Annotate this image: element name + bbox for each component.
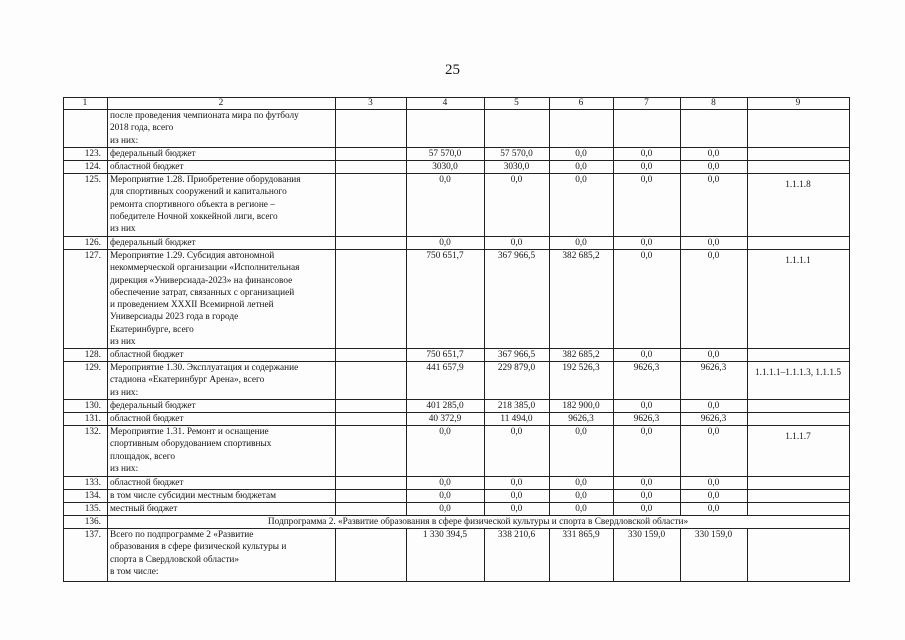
cell-col-7: 330 159,0: [627, 530, 666, 540]
row-name-line: Мероприятие 1.29. Субсидия автономной: [110, 251, 275, 261]
column-border: [335, 412, 336, 426]
cell-col-6: 0,0: [575, 238, 587, 248]
cell-col-5: 0,0: [510, 504, 523, 514]
cell-col-7: 0,0: [640, 478, 653, 488]
cell-col-6: 9626,3: [568, 414, 594, 424]
row-name: [110, 413, 334, 425]
column-border: [107, 489, 108, 503]
cell-col-6: 0,0: [575, 149, 587, 159]
cell-col-5: 0,0: [510, 491, 523, 501]
cell-col-4: 3030,0: [432, 162, 458, 172]
cell-col-8: 0,0: [707, 238, 720, 248]
column-border: [849, 489, 850, 503]
cell-col-5: 0,0: [510, 478, 523, 488]
column-border: [849, 160, 850, 174]
row-name-line: областной бюджет: [110, 478, 184, 488]
column-border: [849, 399, 850, 413]
row-name-line: стадиона «Екатеринбург Арена», всего: [110, 375, 265, 386]
column-border: [849, 476, 850, 490]
cell-col-6: 382 685,2: [562, 350, 600, 360]
column-border: [335, 236, 336, 250]
cell-col-8: 0,0: [707, 478, 720, 488]
header-col-5: 5: [514, 98, 519, 108]
column-border: [335, 425, 336, 477]
column-border: [549, 109, 550, 148]
cell-col-6: 331 865,9: [562, 530, 600, 540]
column-border: [747, 109, 748, 148]
column-border: [335, 249, 336, 349]
row-number: 136.: [84, 517, 101, 527]
column-border: [747, 147, 748, 161]
cell-col-4: 0,0: [439, 175, 451, 185]
cell-col-5: 0,0: [510, 175, 523, 185]
cell-col-6: 0,0: [575, 175, 587, 185]
column-border: [335, 109, 336, 148]
cell-col-5: 218 385,0: [497, 401, 536, 411]
row-name: [110, 349, 334, 361]
cell-col-7: 0,0: [640, 427, 653, 437]
cell-col-6: 192 526,3: [562, 363, 600, 373]
row-number: 124.: [84, 162, 101, 172]
row-name-line: 2018 года, всего: [110, 123, 174, 134]
cell-col-8: 0,0: [707, 491, 720, 501]
cell-col-6: 382 685,2: [562, 251, 600, 261]
column-border: [849, 528, 850, 582]
cell-col-4: 0,0: [439, 504, 451, 514]
cell-col-4: 57 570,0: [428, 149, 462, 159]
header-col-4: 4: [442, 98, 448, 108]
row-number: 135.: [84, 504, 101, 514]
column-border: [107, 160, 108, 174]
row-number: 127.: [84, 251, 101, 261]
cell-col-7: 0,0: [640, 175, 653, 185]
column-border: [107, 502, 108, 516]
column-border: [63, 109, 64, 148]
cell-col-5: 3030,0: [503, 162, 530, 172]
cell-col-7: 0,0: [640, 238, 653, 248]
column-border: [849, 249, 850, 349]
column-border: [849, 515, 850, 529]
column-border: [107, 528, 108, 582]
header-col-3: 3: [368, 98, 373, 108]
column-border: [747, 528, 748, 582]
row-name-line: Универсиады 2023 года в городе: [110, 312, 239, 323]
cell-col-9: 1.1.1.1–1.1.1.3, 1.1.1.5: [755, 368, 841, 378]
cell-col-8: 9626,3: [700, 363, 727, 373]
cell-col-5: 11 494,0: [500, 414, 533, 424]
column-border: [849, 348, 850, 362]
row-number: 131.: [84, 414, 101, 424]
row-name-line: Мероприятие 1.30. Эксплуатация и содержание: [110, 363, 299, 373]
cell-col-8: 0,0: [707, 350, 720, 360]
row-name: [110, 400, 334, 412]
cell-col-6: 0,0: [575, 162, 587, 172]
cell-col-8: 0,0: [707, 149, 720, 159]
column-border: [849, 412, 850, 426]
cell-col-6: 0,0: [575, 478, 587, 488]
column-border: [335, 173, 336, 237]
column-border: [406, 109, 407, 148]
row-number: 137.: [84, 530, 101, 540]
column-border: [335, 160, 336, 174]
row-name-line: спортивным оборудованием спортивных: [110, 439, 272, 450]
cell-col-7: 0,0: [640, 401, 653, 411]
column-border: [335, 361, 336, 400]
column-border: [849, 502, 850, 516]
column-border: [747, 502, 748, 516]
column-border: [107, 476, 108, 490]
cell-col-4: 401 285,0: [426, 401, 464, 411]
cell-col-7: 0,0: [640, 251, 653, 261]
row-border: [63, 581, 849, 582]
cell-col-5: 229 879,0: [497, 363, 536, 373]
row-name-line: федеральный бюджет: [110, 238, 196, 248]
row-name-line: Мероприятие 1.28. Приобретение оборудования: [110, 175, 301, 185]
column-border: [747, 236, 748, 250]
column-border: [107, 425, 108, 477]
cell-col-5: 367 966,5: [497, 350, 536, 360]
row-number: 123.: [84, 149, 101, 159]
row-name-line: областной бюджет: [110, 414, 184, 424]
cell-col-5: 0,0: [510, 427, 523, 437]
column-border: [747, 399, 748, 413]
row-name-line: из них: [110, 224, 136, 235]
row-number: 130.: [84, 401, 101, 411]
column-border: [747, 489, 748, 503]
row-number: 129.: [84, 363, 101, 373]
row-name: [110, 110, 334, 147]
column-border: [335, 147, 336, 161]
cell-col-4: 0,0: [439, 491, 451, 501]
row-name: [110, 362, 334, 399]
row-name: [110, 237, 334, 249]
row-name: [110, 250, 334, 348]
row-name: [110, 529, 334, 578]
cell-col-4: 0,0: [439, 478, 451, 488]
row-name-line: после проведения чемпионата мира по футболу: [110, 111, 299, 121]
column-border: [680, 109, 681, 148]
row-name: [110, 477, 334, 489]
cell-col-9: 1.1.1.7: [785, 432, 811, 442]
row-name-line: Мероприятие 1.31. Ремонт и оснащение: [110, 427, 269, 437]
row-name-line: из них:: [110, 463, 139, 474]
row-name-line: обеспечение затрат, связанных с организацией: [110, 287, 295, 298]
cell-col-5: 367 966,5: [497, 251, 536, 261]
cell-col-6: 0,0: [575, 491, 587, 501]
column-border: [747, 412, 748, 426]
column-border: [549, 249, 550, 349]
row-name-line: Всего по подпрограмме 2 «Развитие: [110, 530, 254, 540]
row-name-line: в том числе:: [110, 566, 159, 577]
cell-col-8: 0,0: [707, 251, 720, 261]
cell-col-8: 0,0: [707, 175, 720, 185]
cell-col-4: 750 651,7: [426, 350, 464, 360]
column-border: [484, 109, 485, 148]
cell-col-4: 1 330 394,5: [422, 530, 468, 540]
column-border: [107, 249, 108, 349]
cell-col-7: 0,0: [640, 491, 653, 501]
row-name-line: из них:: [110, 135, 139, 146]
column-border: [335, 399, 336, 413]
row-name: [110, 490, 334, 502]
row-name: [110, 148, 334, 160]
cell-col-6: 182 900,0: [562, 401, 600, 411]
cell-col-7: 9626,3: [633, 414, 660, 424]
column-border: [747, 476, 748, 490]
cell-col-7: 0,0: [640, 149, 653, 159]
cell-col-5: 338 210,6: [497, 530, 536, 540]
column-border: [849, 361, 850, 400]
cell-col-8: 330 159,0: [694, 530, 733, 540]
row-name-line: из них: [110, 337, 136, 348]
header-col-8: 8: [711, 98, 716, 108]
column-border: [107, 361, 108, 400]
column-border: [849, 236, 850, 250]
row-name-line: дирекция «Универсиада-2023» на финансовое: [110, 275, 293, 286]
row-name-line: областной бюджет: [110, 350, 184, 360]
row-number: 132.: [84, 427, 101, 437]
row-name-line: для спортивных сооружений и капитального: [110, 187, 287, 198]
cell-col-4: 750 651,7: [426, 251, 464, 261]
row-name-line: областной бюджет: [110, 162, 184, 172]
row-name-line: местный бюджет: [110, 504, 178, 514]
header-col-1: 1: [82, 98, 88, 108]
column-border: [335, 489, 336, 503]
row-number: 125.: [84, 175, 101, 185]
row-name-line: Екатеринбурге, всего: [110, 324, 194, 335]
column-border: [335, 476, 336, 490]
row-number: 128.: [84, 350, 101, 360]
cell-col-4: 441 657,9: [426, 363, 464, 373]
cell-col-8: 9626,3: [700, 414, 727, 424]
cell-col-6: 0,0: [575, 504, 587, 514]
row-name-line: и проведением XXXII Всемирной летней: [110, 300, 274, 311]
row-number: 126.: [84, 238, 101, 248]
column-border: [747, 348, 748, 362]
column-border: [107, 348, 108, 362]
column-border: [107, 412, 108, 426]
cell-col-7: 0,0: [640, 162, 653, 172]
cell-col-8: 0,0: [707, 162, 720, 172]
row-name-line: федеральный бюджет: [110, 149, 196, 159]
cell-col-9: 1.1.1.8: [785, 180, 811, 190]
row-number: 134.: [84, 491, 101, 501]
column-border: [107, 147, 108, 161]
row-name-line: из них:: [110, 387, 139, 398]
column-border: [849, 173, 850, 237]
column-border: [335, 502, 336, 516]
row-name-line: в том числе субсидии местным бюджетам: [110, 491, 276, 501]
column-border: [107, 399, 108, 413]
header-col-7: 7: [644, 98, 649, 108]
column-border: [680, 249, 681, 349]
column-border: [484, 249, 485, 349]
column-border: [849, 147, 850, 161]
subprogram-heading: Подпрограмма 2. «Развитие образования в сфере физической культуры и спорта в Свердловской области»: [267, 517, 689, 527]
cell-col-7: 9626,3: [633, 363, 660, 373]
column-border: [849, 109, 850, 148]
row-name: [110, 503, 334, 515]
column-border: [613, 109, 614, 148]
column-border: [335, 348, 336, 362]
column-border: [613, 249, 614, 349]
header-col-2: 2: [218, 98, 224, 108]
row-name-line: победителе Ночной хоккейной лиги, всего: [110, 211, 278, 222]
column-border: [107, 109, 108, 148]
column-border: [849, 425, 850, 477]
column-border: [107, 173, 108, 237]
row-name-line: некоммерческой организации «Исполнительная: [110, 263, 300, 274]
row-name-line: спорта в Свердловской области»: [110, 554, 240, 565]
cell-col-4: 0,0: [439, 238, 451, 248]
cell-col-7: 0,0: [640, 504, 653, 514]
column-border: [747, 160, 748, 174]
row-name: [110, 161, 334, 173]
cell-col-6: 0,0: [575, 427, 587, 437]
row-name: [110, 426, 334, 475]
column-border: [63, 249, 64, 349]
row-name-line: федеральный бюджет: [110, 401, 196, 411]
header-col-6: 6: [578, 98, 584, 108]
cell-col-7: 0,0: [640, 350, 653, 360]
row-number: 133.: [84, 478, 101, 488]
row-name-line: образования в сфере физической культуры и: [110, 542, 287, 553]
column-border: [335, 528, 336, 582]
cell-col-5: 0,0: [510, 238, 523, 248]
cell-col-5: 57 570,0: [500, 149, 533, 159]
cell-col-4: 0,0: [439, 427, 451, 437]
cell-col-4: 40 372,9: [428, 414, 462, 424]
cell-col-8: 0,0: [707, 401, 720, 411]
page-number: 25: [445, 62, 460, 78]
row-name-line: ремонта спортивного объекта в регионе –: [110, 199, 275, 210]
row-name: [110, 174, 334, 235]
header-col-9: 9: [795, 98, 801, 108]
row-name-line: площадок, всего: [110, 451, 176, 462]
cell-col-9: 1.1.1.1: [785, 256, 811, 266]
cell-col-8: 0,0: [707, 427, 720, 437]
cell-col-8: 0,0: [707, 504, 720, 514]
column-border: [107, 236, 108, 250]
column-border: [406, 249, 407, 349]
